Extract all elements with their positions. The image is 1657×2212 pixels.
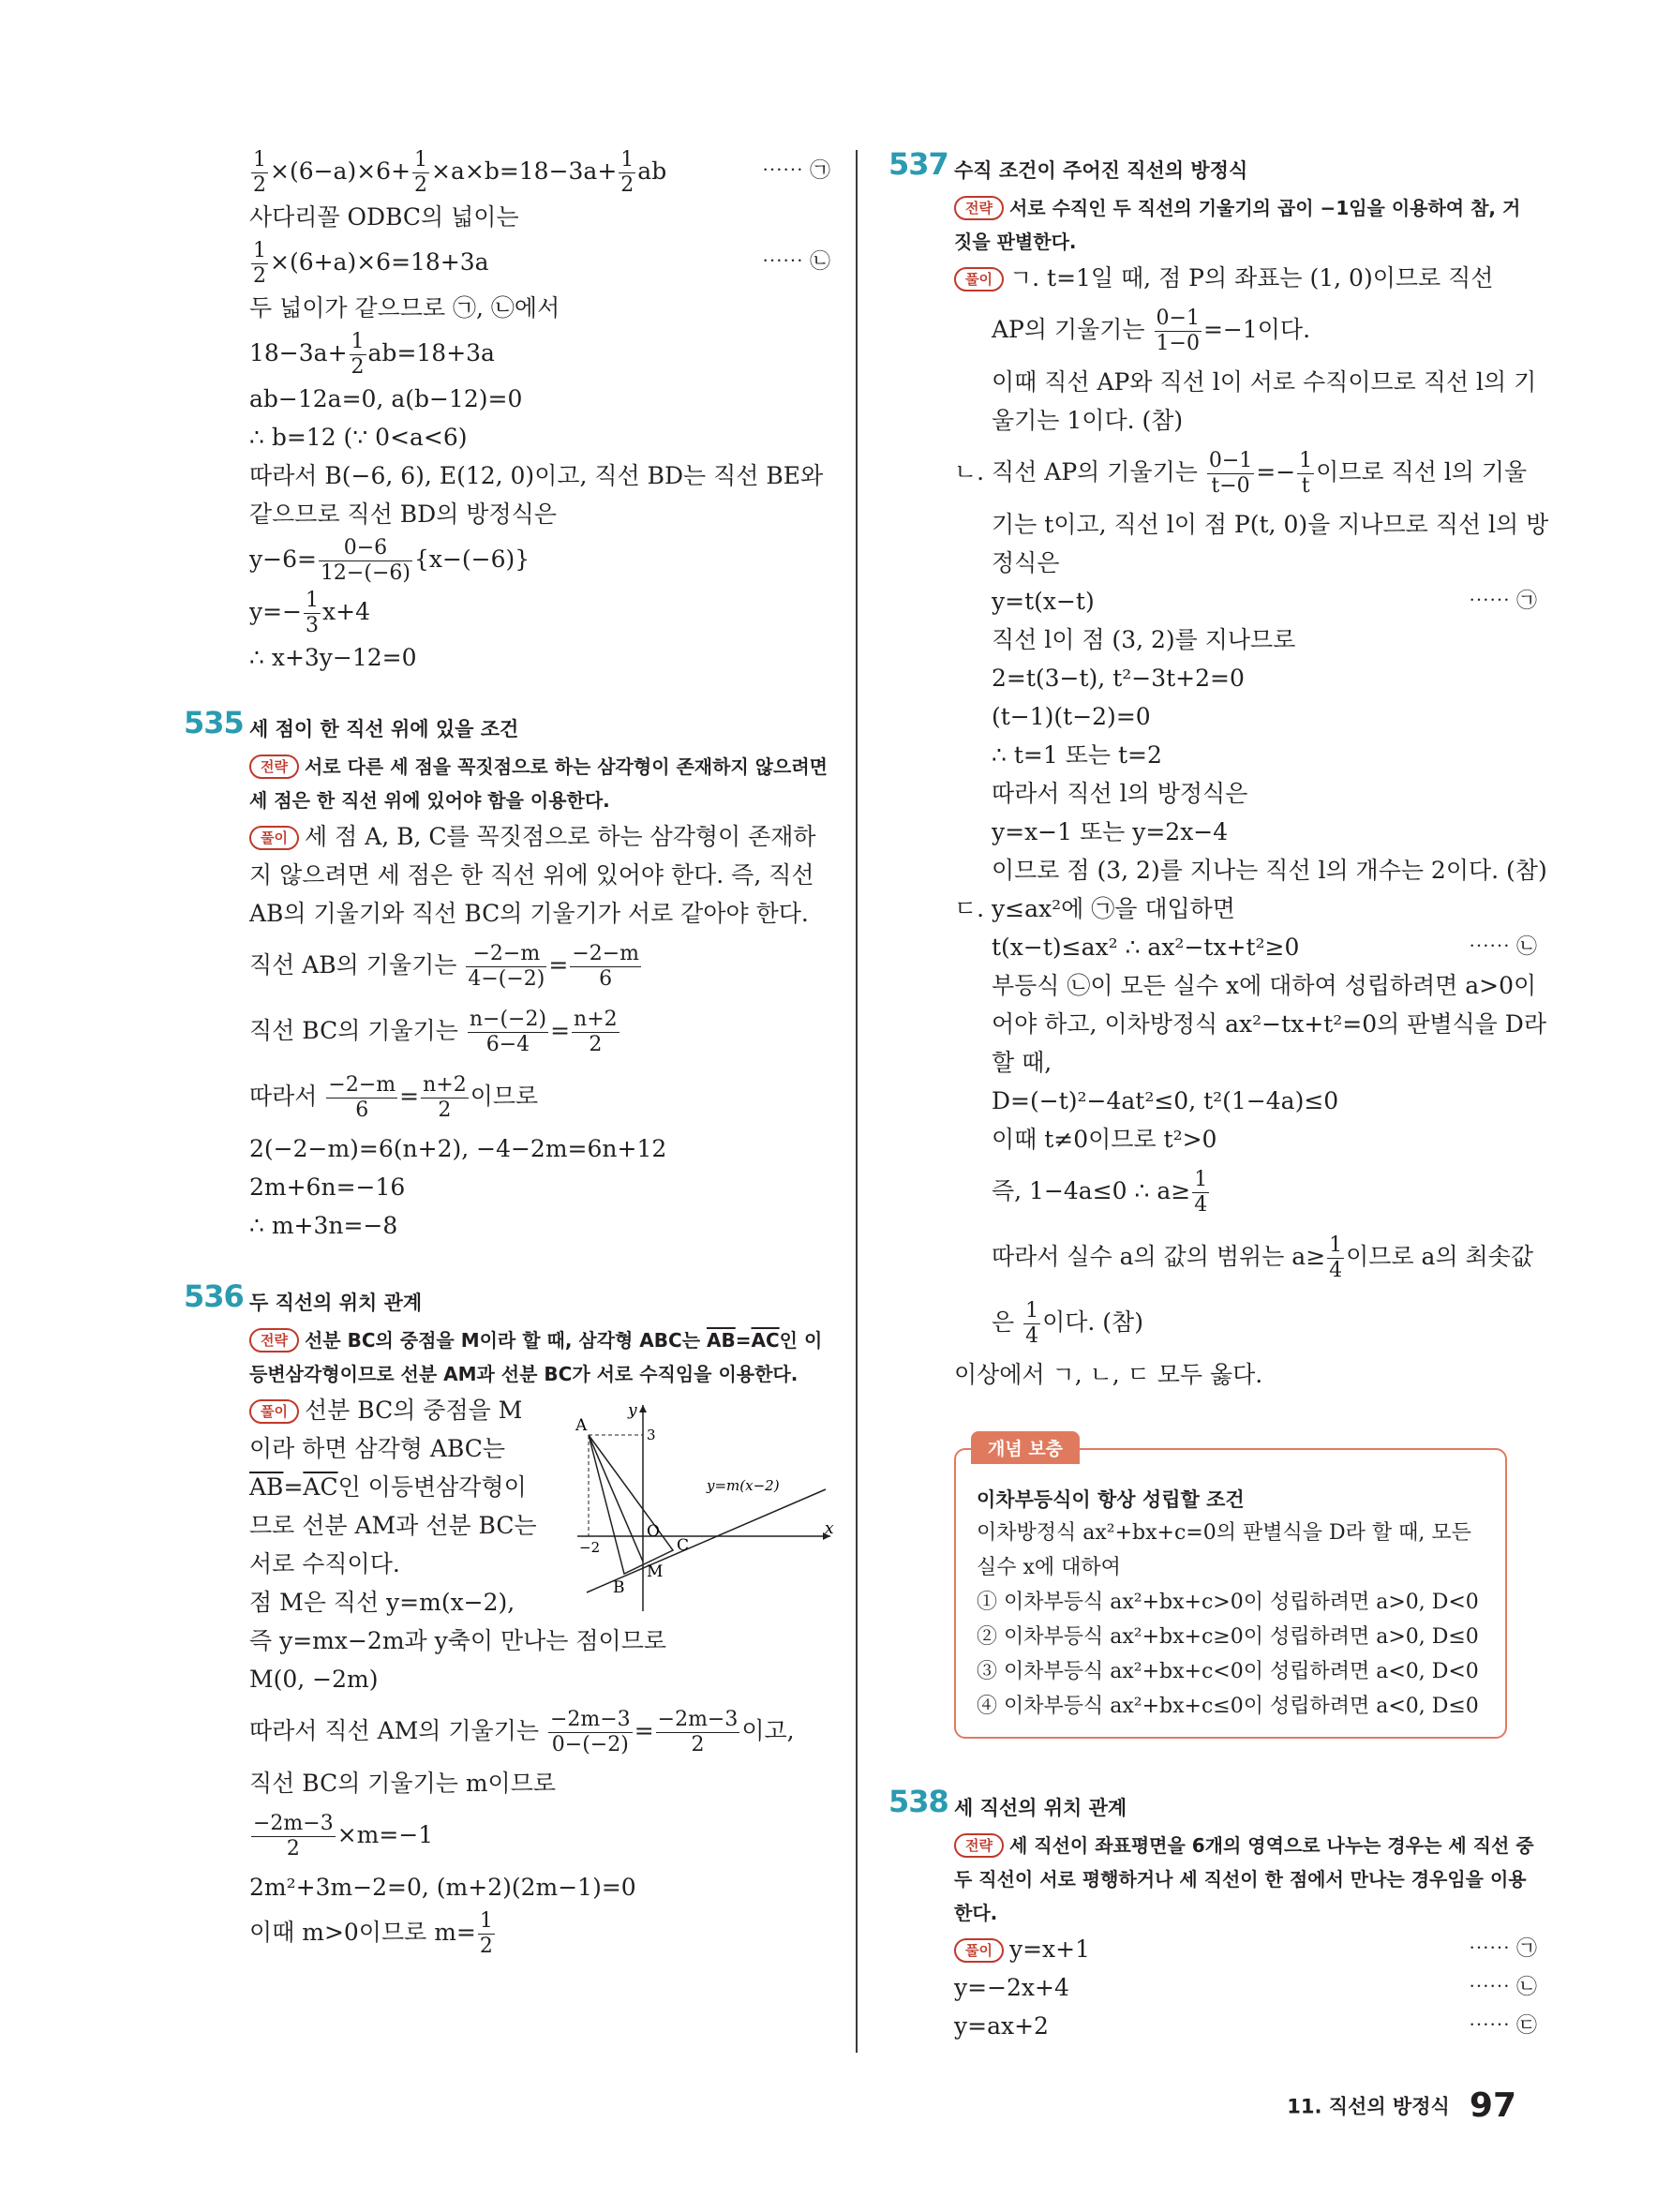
solution-line: 이때 직선 AP와 직선 l이 서로 수직이므로 직선 l의 기 — [992, 368, 1537, 396]
fraction: $\frac{1}{4}$ — [1025, 1299, 1039, 1348]
solution-line: ab−12a=0, a(b−12)=0 — [249, 385, 523, 412]
problem-title: 세 점이 한 직선 위에 있을 조건 — [249, 718, 519, 740]
solution-line: 즉, 1−4a≤0 ∴ a≥ $\frac{1}{4}$ — [992, 1168, 1208, 1217]
solution-tag: 풀이 — [249, 1399, 299, 1424]
solution-line: 점 M은 직선 y=m(x−2), — [249, 1589, 515, 1616]
fraction: $\frac{1}{3}$ — [306, 589, 320, 637]
solution-line: 직선 l이 점 (3, 2)를 지나므로 — [992, 626, 1296, 653]
problem-header-535 — [184, 705, 830, 750]
solution-line: y=− $\frac{1}{3}$ x+4 — [249, 589, 370, 637]
fraction: $\frac{0-1}{t-0}$ — [1208, 449, 1253, 498]
solution-line: y=t(x−t) ⋯⋯ ㉠ — [954, 582, 1537, 620]
label-3: 3 — [647, 1427, 656, 1443]
equation-marker: ⋯⋯ ㉡ — [1469, 935, 1537, 959]
label-y: y — [628, 1401, 637, 1420]
solution-line: 이때 m>0이므로 m= $\frac{1}{2}$ — [249, 1909, 493, 1958]
strategy-text: 전략 서로 다른 세 점을 꼭짓점으로 하는 삼각형이 존재하지 않으려면 세 점은 한 직선 위에 있어야 함을 이용한다. — [249, 755, 828, 812]
problem-number: 536 — [184, 1278, 244, 1314]
label-a: A — [575, 1416, 588, 1435]
solution-line: 두 넓이가 같으므로 ㉠, ㉡에서 — [249, 294, 560, 321]
equation-marker: ⋯⋯ ㉡ — [1469, 1976, 1537, 1999]
solution-line: 할 때, — [992, 1049, 1052, 1076]
label-o: O — [647, 1522, 660, 1541]
solution-line: 즉 y=mx−2m과 y축이 만나는 점이므로 — [249, 1627, 666, 1654]
solution-line: 2(−2−m)=6(n+2), −4−2m=6n+12 — [249, 1135, 667, 1162]
solution-with-figure — [249, 1391, 834, 1622]
solution-line: 2m²+3m−2=0, (m+2)(2m−1)=0 — [249, 1874, 636, 1901]
fraction: $\frac{-2-m}{6}$ — [328, 1073, 396, 1122]
solution-line: 2=t(3−t), t²−3t+2=0 — [992, 665, 1245, 692]
strategy-tag: 전략 — [954, 1833, 1004, 1858]
fraction: $\frac{0-1}{1-0}$ — [1156, 306, 1200, 355]
triangle-abc — [589, 1435, 673, 1574]
solution-line: 부등식 ㉡이 모든 실수 x에 대하여 성립하려면 a>0이 — [992, 972, 1537, 999]
solution-line: 기는 t이고, 직선 l이 점 P(t, 0)을 지나므로 직선 l의 방 — [992, 511, 1549, 538]
fraction: $\frac{1}{2}$ — [253, 148, 266, 197]
solution-line: 따라서 B(−6, 6), E(12, 0)이고, 직선 BD는 직선 BE와 — [249, 462, 824, 489]
solution-line: 직선 BC의 기울기는 m이므로 — [249, 1770, 557, 1797]
problem-title: 세 직선의 위치 관계 — [954, 1797, 1127, 1819]
solution-line: 이라 하면 삼각형 ABC는 — [249, 1435, 506, 1462]
solution-line: $\frac{-2m-3}{2}$ ×m=−1 — [253, 1812, 434, 1861]
concept-item: ④ 이차부등식 ax²+bx+c≤0이 성립하려면 a<0, D≤0 — [977, 1695, 1479, 1718]
fraction: $\frac{1}{2}$ — [414, 148, 428, 197]
solution-line: 므로 선분 AM과 선분 BC는 — [249, 1512, 537, 1539]
solution-line: $\overline{AB}=\overline{AC}$인 이등변삼각형이 — [249, 1473, 527, 1501]
equation-marker: ⋯⋯ ㉠ — [762, 159, 830, 183]
fraction: $\frac{-2m-3}{2}$ — [253, 1812, 334, 1861]
solution-line: 따라서 $\frac{-2-m}{6}$ = $\frac{n+2}{2}$ 이므로 — [249, 1073, 539, 1122]
fraction: $\frac{1}{2}$ — [253, 239, 266, 288]
fraction: $\frac{1}{2}$ — [620, 148, 634, 197]
strategy-tag: 전략 — [954, 196, 1004, 220]
solution-line: 직선 AB의 기울기는 $\frac{-2-m}{4-(-2)}$ = $\frac{-2-m}{6}$ — [249, 942, 640, 991]
solution-line: 지 않으려면 세 점은 한 직선 위에 있어야 한다. 즉, 직선 — [249, 861, 814, 889]
concept-line: 실수 x에 대하여 — [977, 1556, 1121, 1579]
page-number: 97 — [1469, 2086, 1516, 2125]
left-column — [184, 145, 834, 1959]
solution-line: 풀이 선분 BC의 중점을 M — [249, 1391, 830, 1429]
solution-line: ∴ b=12 (∵ 0<a<6) — [249, 424, 468, 451]
strategy-tag: 전략 — [249, 1328, 299, 1353]
strategy-text: 전략 선분 BC의 중점을 M이라 할 때, 삼각형 ABC는 $\overline{AB}=\overline{AC}$인 이등변삼각형이므로 선분 AM과 선분 BC가 서로 수직임을 이용한다. — [249, 1329, 823, 1385]
fraction: $\frac{-2m-3}{2}$ — [657, 1708, 739, 1756]
solution-line: 풀이 세 점 A, B, C를 꼭짓점으로 하는 삼각형이 존재하 — [249, 817, 830, 856]
problem-title: 수직 조건이 주어진 직선의 방정식 — [954, 159, 1248, 182]
solution-line: 이상에서 ㄱ, ㄴ, ㄷ 모두 옳다. — [954, 1361, 1263, 1388]
solution-line: 울기는 1이다. (참) — [992, 407, 1184, 434]
solution-line: 이므로 점 (3, 2)를 지나는 직선 l의 개수는 2이다. (참) — [992, 857, 1547, 884]
solution-line: 같으므로 직선 BD의 방정식은 — [249, 501, 557, 528]
concept-title: 이차부등식이 항상 성립할 조건 — [977, 1488, 1245, 1511]
fraction: $\frac{-2-m}{6}$ — [572, 942, 640, 991]
fraction: $\frac{1}{2}$ — [351, 330, 365, 379]
solution-tag: 풀이 — [954, 1938, 1004, 1963]
fraction: $\frac{1}{4}$ — [1194, 1168, 1208, 1217]
right-column — [888, 146, 1549, 2045]
solution-line: 정식은 — [992, 549, 1060, 576]
solution-line: ∴ t=1 또는 t=2 — [992, 741, 1162, 769]
solution-line: 서로 수직이다. — [249, 1550, 400, 1577]
solution-line: 2m+6n=−16 — [249, 1173, 406, 1201]
solution-line: y−6= $\frac{0-6}{12-(-6)}$ {x−(−6)} — [249, 536, 530, 585]
label-b: B — [613, 1578, 625, 1597]
label-m: M — [647, 1562, 664, 1581]
solution-line: ㄷ. y≤ax²에 ㉠을 대입하면 — [954, 895, 1235, 922]
fraction: $\frac{-2m-3}{0-(-2)}$ — [549, 1708, 631, 1756]
solution-line: y=−2x+4 ⋯⋯ ㉡ — [954, 1968, 1537, 2007]
page-footer — [1287, 2086, 1516, 2125]
fraction: $\frac{n+2}{2}$ — [574, 1008, 618, 1056]
solution-line: 사다리꼴 ODBC의 넓이는 — [249, 203, 519, 231]
solution-line: 은 $\frac{1}{4}$ 이다. (참) — [992, 1299, 1143, 1348]
label-x: x — [825, 1519, 834, 1538]
fraction: $\frac{1}{2}$ — [479, 1909, 493, 1958]
solution-line: 이때 t≠0이므로 t²>0 — [992, 1126, 1217, 1153]
problem-header-538 — [888, 1784, 1537, 1829]
solution-line: D=(−t)²−4at²≤0, t²(1−4a)≤0 — [992, 1087, 1339, 1114]
fraction: $\frac{n+2}{2}$ — [423, 1073, 467, 1122]
solution-line: $\frac{1}{2}$ ×(6−a)×6+ $\frac{1}{2}$ ×a×b=18−3a+ $\frac{1}{2}$ ab ⋯⋯ ㉠ — [249, 145, 830, 198]
label-c: C — [677, 1536, 690, 1555]
label-neg2: −2 — [579, 1539, 601, 1556]
label-line: y=m(x−2) — [707, 1477, 780, 1494]
solution-line: M(0, −2m) — [249, 1666, 379, 1693]
solution-line: 풀이 ㄱ. t=1일 때, 점 P의 좌표는 (1, 0)이므로 직선 — [954, 259, 1537, 297]
solution-line: 18−3a+ $\frac{1}{2}$ ab=18+3a — [249, 330, 495, 379]
solution-line: 따라서 직선 AM의 기울기는 $\frac{-2m-3}{0-(-2)}$ = $\frac{-2m-3}{2}$ 이고, — [249, 1708, 795, 1756]
strategy-tag: 전략 — [249, 755, 299, 779]
triangle-figure — [568, 1400, 840, 1616]
solution-line: ∴ m+3n=−8 — [249, 1212, 398, 1239]
concept-line: 이차방정식 ax²+bx+c=0의 판별식을 D라 할 때, 모든 — [977, 1521, 1471, 1545]
equation-marker: ⋯⋯ ㉡ — [762, 250, 830, 274]
problem-header-537 — [888, 146, 1537, 191]
solution-line: 따라서 실수 a의 값의 범위는 a≥ $\frac{1}{4}$ 이므로 a의 최솟값 — [992, 1233, 1534, 1282]
concept-item: ③ 이차부등식 ax²+bx+c<0이 성립하려면 a<0, D<0 — [977, 1660, 1479, 1683]
solution-line: y=x−1 또는 y=2x−4 — [992, 818, 1229, 845]
problem-number: 535 — [184, 705, 244, 740]
equation-marker: ⋯⋯ ㉢ — [1469, 2014, 1537, 2038]
fraction: $\frac{n-(-2)}{6-4}$ — [469, 1008, 547, 1056]
solution-line: 직선 BC의 기울기는 $\frac{n-(-2)}{6-4}$ = $\frac{n+2}{2}$ — [249, 1008, 618, 1056]
solution-line: 풀이 y=x+1 ⋯⋯ ㉠ — [954, 1930, 1537, 1968]
strategy-text: 전략 세 직선이 좌표평면을 6개의 영역으로 나누는 경우는 세 직선 중 두 직선이 서로 평행하거나 세 직선이 한 점에서 만나는 경우임을 이용한다. — [954, 1834, 1534, 1924]
fraction: $\frac{0-6}{12-(-6)}$ — [320, 536, 411, 585]
solution-tag: 풀이 — [249, 826, 299, 850]
y-axis-arrow — [639, 1405, 647, 1412]
concept-item: ① 이차부등식 ax²+bx+c>0이 성립하려면 a>0, D<0 — [977, 1591, 1479, 1614]
equation-marker: ⋯⋯ ㉠ — [1469, 1937, 1537, 1961]
problem-number: 537 — [888, 146, 948, 182]
concept-box — [954, 1439, 1507, 1739]
solution-line: ㄴ. 직선 AP의 기울기는 $\frac{0-1}{t-0}$ =− $\frac{1}{t}$ 이므로 직선 l의 기울 — [954, 449, 1528, 498]
concept-tag: 개념 보충 — [971, 1431, 1080, 1464]
solution-line: (t−1)(t−2)=0 — [992, 703, 1151, 730]
strategy-text: 전략 서로 수직인 두 직선의 기울기의 곱이 −1임을 이용하여 참, 거짓을 판별한다. — [954, 197, 1521, 253]
fraction: $\frac{1}{t}$ — [1299, 449, 1313, 498]
equation-marker: ⋯⋯ ㉠ — [1469, 590, 1537, 613]
solution-line: 따라서 직선 l의 방정식은 — [992, 780, 1248, 807]
solution-line: 어야 하고, 이차방정식 ax²−tx+t²=0의 판별식을 D라 — [992, 1010, 1546, 1038]
solution-line: $\frac{1}{2}$ ×(6+a)×6=18+3a ⋯⋯ ㉡ — [249, 236, 830, 289]
fraction: $\frac{-2-m}{4-(-2)}$ — [468, 942, 545, 991]
chapter-title: 11. 직선의 방정식 — [1287, 2095, 1450, 2118]
solution-line: t(x−t)≤ax² ∴ ax²−tx+t²≥0 ⋯⋯ ㉡ — [954, 928, 1537, 966]
solution-line: ∴ x+3y−12=0 — [249, 644, 417, 671]
problem-title: 두 직선의 위치 관계 — [249, 1292, 423, 1314]
solution-tag: 풀이 — [954, 267, 1004, 291]
column-divider — [856, 150, 858, 2053]
solution-line: y=ax+2 ⋯⋯ ㉢ — [954, 2007, 1537, 2045]
line-bc — [587, 1489, 826, 1592]
concept-item: ② 이차부등식 ax²+bx+c≥0이 성립하려면 a>0, D≤0 — [977, 1625, 1479, 1649]
solution-line: AB의 기울기와 직선 BC의 기울기가 서로 같아야 한다. — [249, 900, 809, 927]
solution-line: AP의 기울기는 $\frac{0-1}{1-0}$ =−1이다. — [992, 306, 1311, 355]
fraction: $\frac{1}{4}$ — [1329, 1233, 1343, 1282]
problem-number: 538 — [888, 1784, 948, 1819]
problem-header-536 — [184, 1278, 830, 1323]
